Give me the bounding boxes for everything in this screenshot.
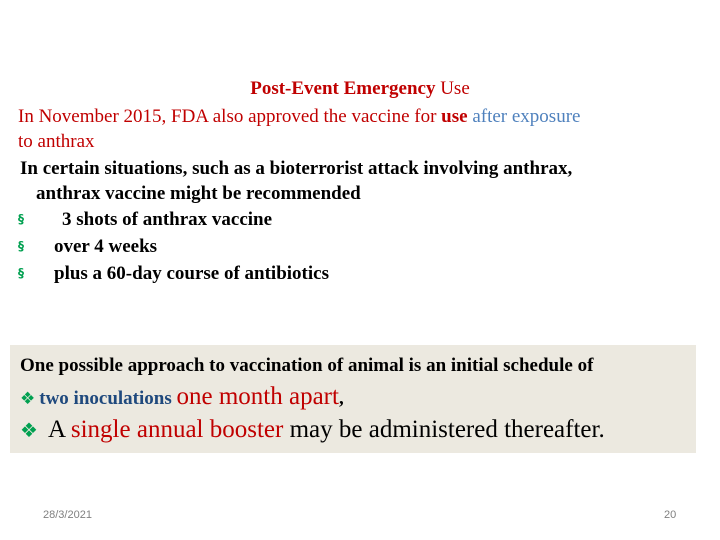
fda-text: In November 2015, FDA also approved the vaccine for [18,106,437,127]
fda-highlight: after exposure [472,106,581,127]
fda-line2: to anthrax [18,131,95,152]
heading-bold: Post-Event Emergency [250,78,436,99]
situations-line2: anthrax vaccine might be recommended [36,183,361,204]
booster-text: single annual booster [70,416,284,443]
situations-line1: In certain situations, such as a bioterrorist attack involving anthrax, [20,158,573,179]
situations-paragraph [20,156,710,206]
point-2-start: A [47,416,65,443]
heading-normal: Use [440,78,470,99]
inoculations-text: two inoculations [39,388,172,409]
section-heading [0,78,720,100]
page-number: 20 [664,509,677,521]
list-item [18,233,618,260]
point-1-end: , [338,388,344,409]
fda-use-word: use [441,106,468,127]
regimen-list [18,206,618,287]
box-intro: One possible approach to vaccination of animal is an initial schedule of [20,355,594,376]
bullet-text: over 4 weeks [54,236,158,257]
footer-date: 28/3/2021 [43,509,92,521]
square-bullet-icon: § [18,239,24,253]
bullet-text: 3 shots of anthrax vaccine [62,209,273,230]
square-bullet-icon: § [18,266,24,280]
diamond-bullet-icon: ❖ [20,418,38,442]
interval-text: one month apart [176,383,339,410]
point-2-end: may be administered thereafter. [289,416,605,443]
diamond-bullet-icon: ❖ [20,389,36,409]
square-bullet-icon: § [18,212,24,226]
animal-vaccination-box [10,345,696,453]
list-item [18,260,618,287]
bullet-text: plus a 60-day course of antibiotics [54,263,329,284]
fda-approval-paragraph [18,104,708,154]
list-item [18,206,618,233]
box-point-2 [20,416,696,444]
box-point-1 [20,383,690,411]
